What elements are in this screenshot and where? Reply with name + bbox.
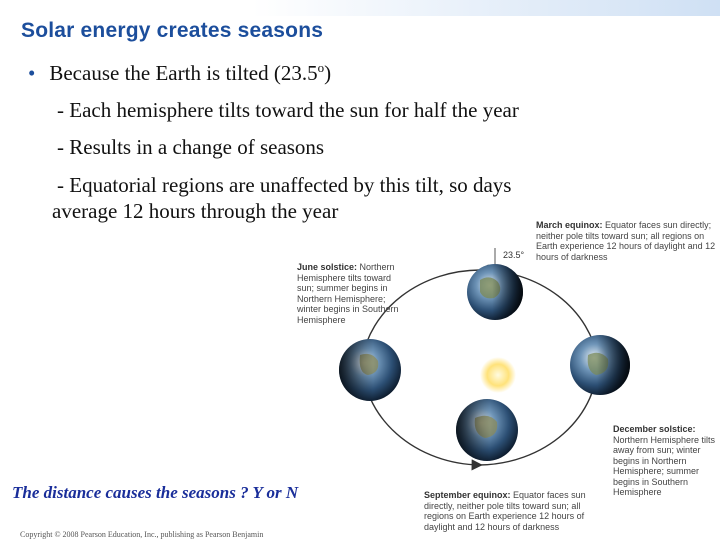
sub-point-equatorial-cont: average 12 hours through the year [52,199,339,223]
december-text: Northern Hemisphere tilts away from sun; winter begins in Northern Hemisphere; summer begins in Southern Hemisphere [613,434,716,497]
header-gradient-band [0,0,720,16]
caption-march-equinox [536,220,718,262]
caption-december-solstice [613,424,719,498]
bullet-text-end: ) [324,61,332,85]
main-bullet [28,60,331,86]
bullet-icon: • [28,61,36,85]
caption-june-solstice [297,262,401,325]
june-text: Northern Hemisphere tilts toward sun; summer begins in Northern Hemisphere; winter begins in Southern Hemisphere [297,262,399,325]
earth-june [339,339,401,401]
earth-september [456,399,518,461]
sub-point-hemisphere: - Each hemisphere tilts toward the sun for half the year [57,98,519,122]
june-title: June solstice: [297,262,358,272]
sub-point-seasons: - Results in a change of seasons [57,135,325,159]
december-title: December solstice: [613,424,696,434]
degree-superscript: o [317,60,325,75]
march-text: Equator faces sun directly; neither pole tilts toward sun; all regions on Earth experience 12 hours of daylight and 12 hours of darkness [536,220,716,262]
caption-september-equinox [424,490,594,532]
march-title: March equinox: [536,220,603,230]
question-prompt: The distance causes the seasons ? Y or N [12,483,299,502]
earth-december [570,335,630,395]
bullet-text: Because the Earth is tilted (23.5 [49,61,318,85]
sub-point-equatorial: - Equatorial regions are unaffected by this tilt, so days [57,173,512,197]
sun [480,357,516,393]
september-text: Equator faces sun directly, neither pole tilts toward sun; all regions on Earth experience 12 hours of daylight and 12 hours of darkness [424,490,586,532]
september-title: September equinox: [424,490,511,500]
slide-title: Solar energy creates seasons [21,19,324,42]
tilt-angle-label: 23.5° [503,250,525,260]
copyright-notice: Copyright © 2008 Pearson Education, Inc., publishing as Pearson Benjamin [20,530,264,539]
